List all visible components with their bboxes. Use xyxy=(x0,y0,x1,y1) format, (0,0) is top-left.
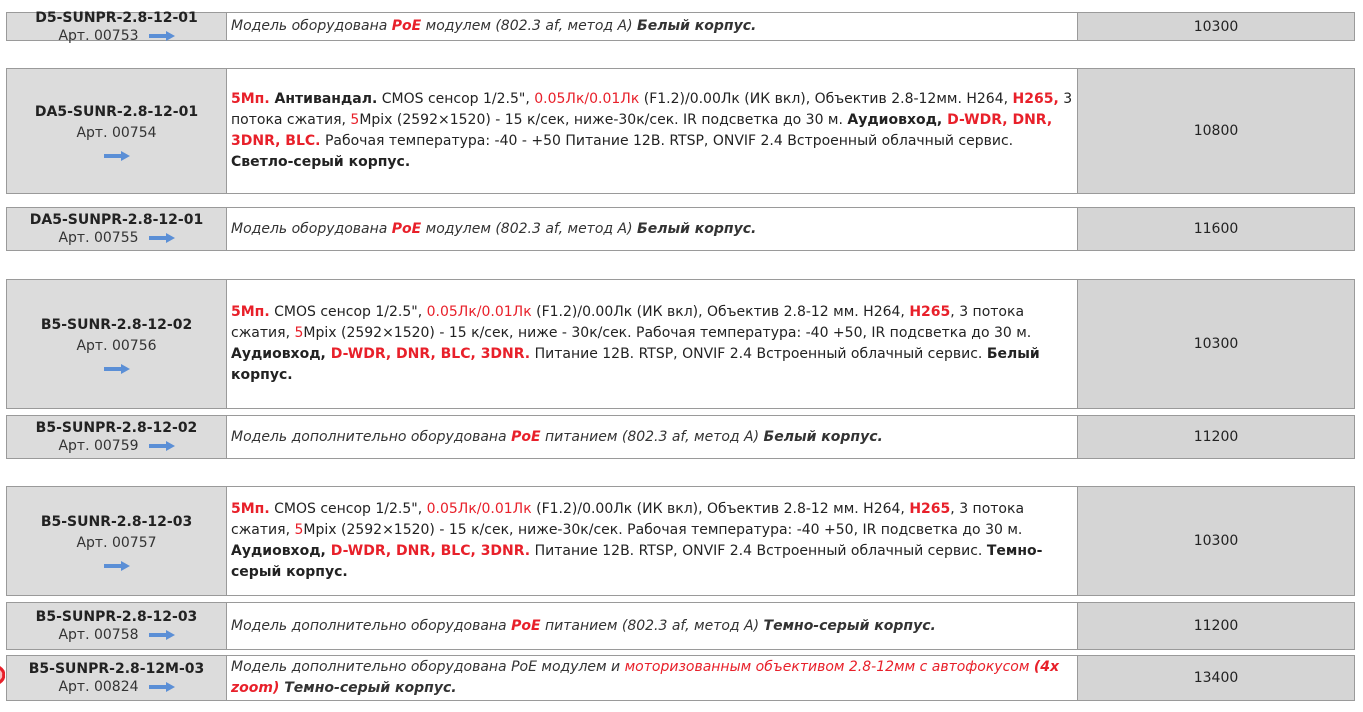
model-block xyxy=(7,69,226,193)
model-name[interactable]: B5-SUNPR-2.8-12-03 xyxy=(35,609,198,625)
description-segment: Антивандал. xyxy=(269,91,378,107)
description-segment: 5Мп. xyxy=(231,304,270,320)
model-cell[interactable] xyxy=(6,279,227,409)
right-arrow-icon[interactable] xyxy=(149,233,175,243)
description-segment: Белый корпус. xyxy=(231,346,1040,383)
description-segment: D-WDR, DNR, 3DNR, BLC. xyxy=(231,112,1053,149)
article-number: Арт. 00757 xyxy=(76,535,157,551)
price-cell xyxy=(1077,68,1355,194)
right-arrow-icon[interactable] xyxy=(104,364,130,374)
description-segment: 5Мп. xyxy=(231,91,270,107)
article-number: Арт. 00755 xyxy=(58,230,139,246)
description-segment: CMOS сенсор 1/2.5", xyxy=(269,501,427,517)
price-row xyxy=(6,602,1355,650)
model-cell[interactable] xyxy=(6,68,227,194)
price-row xyxy=(6,655,1355,701)
description-text xyxy=(231,604,1073,648)
description-paragraph xyxy=(231,16,756,37)
description-segment: Mpix (2592×1520) - 15 к/сек, ниже-30к/сек. Рабочая температура: -40 +50, IR подсветка до 30 м. xyxy=(303,522,1023,538)
model-name[interactable]: DA5-SUNR-2.8-12-01 xyxy=(34,104,199,120)
article-line xyxy=(7,229,226,247)
description-segment: (F1.2)/0.00Лк (ИК вкл), Объектив 2.8-12 мм. H264, xyxy=(531,501,910,517)
model-cell[interactable] xyxy=(6,655,227,701)
description-segment: Модель дополнительно оборудована xyxy=(231,428,512,445)
description-text xyxy=(231,14,1073,39)
red-badge-icon xyxy=(0,664,6,686)
article-line xyxy=(7,678,226,696)
right-arrow-icon[interactable] xyxy=(149,441,175,451)
price-value: 10300 xyxy=(1193,533,1239,549)
description-segment: 5 xyxy=(294,325,304,341)
article-number: Арт. 00758 xyxy=(58,627,139,643)
price-cell xyxy=(1077,486,1355,596)
description-segment: Темно-серый корпус. xyxy=(231,543,1043,580)
article-line xyxy=(7,626,226,644)
article-number: Арт. 00753 xyxy=(58,27,139,44)
description-segment: (4x zoom) xyxy=(231,659,1060,696)
price-row xyxy=(6,207,1355,251)
description-segment: питанием (802.3 af, метод A) xyxy=(540,428,764,445)
description-segment: Mpix (2592×1520) - 15 к/сек, ниже-30к/сек. IR подсветка до 30 м. xyxy=(359,112,848,128)
description-segment: модулем (802.3 af, метод A) xyxy=(421,220,638,237)
model-block xyxy=(7,487,226,595)
price-value: 11200 xyxy=(1193,618,1239,634)
description-segment: 3 потока сжатия, xyxy=(231,91,1073,128)
price-cell xyxy=(1077,279,1355,409)
description-segment: (F1.2)/0.00Лк (ИК вкл), Объектив 2.8-12мм. H264, xyxy=(639,91,1013,107)
price-row xyxy=(6,9,1355,44)
model-block xyxy=(7,656,226,700)
description-segment: Модель дополнительно оборудована PoE модулем и xyxy=(231,659,625,675)
price-cell xyxy=(1077,207,1355,251)
model-cell[interactable] xyxy=(6,415,227,459)
description-cell xyxy=(227,655,1077,701)
description-paragraph xyxy=(231,657,1073,699)
description-segment: PoE xyxy=(391,18,422,34)
description-cell xyxy=(227,12,1077,41)
model-block xyxy=(7,280,226,408)
description-segment: Темно-серый корпус. xyxy=(279,680,457,696)
description-cell xyxy=(227,602,1077,650)
model-name[interactable]: B5-SUNPR-2.8-12M-03 xyxy=(28,661,205,677)
description-segment: H265 xyxy=(909,304,951,320)
right-arrow-icon[interactable] xyxy=(149,31,175,41)
description-segment: Белый корпус. xyxy=(763,428,883,445)
model-block xyxy=(7,208,226,250)
description-segment: Аудиовход, xyxy=(231,543,331,559)
price-row xyxy=(6,68,1355,194)
description-segment: Рабочая температура: -40 - +50 Питание 12В. RTSP, ONVIF 2.4 Встроенный облачный сервис. xyxy=(320,133,1014,149)
description-text xyxy=(231,70,1073,192)
price-value: 10300 xyxy=(1193,336,1239,352)
description-segment: моторизованным объективом 2.8-12мм с автофокусом xyxy=(624,659,1034,675)
description-segment: Модель оборудована xyxy=(231,220,392,237)
price-row xyxy=(6,279,1355,409)
article-line xyxy=(7,27,226,45)
description-cell xyxy=(227,486,1077,596)
description-segment: Питание 12В. RTSP, ONVIF 2.4 Встроенный облачный сервис. xyxy=(530,543,987,559)
description-segment: D-WDR, DNR, BLC, 3DNR. xyxy=(330,543,531,559)
description-segment: 0.05Лк/0.01Лк xyxy=(426,304,532,320)
model-name[interactable]: DA5-SUNPR-2.8-12-01 xyxy=(29,212,204,228)
description-segment: H265, xyxy=(1012,91,1059,107)
price-cell xyxy=(1077,415,1355,459)
description-cell xyxy=(227,68,1077,194)
description-segment: PoE xyxy=(511,428,541,445)
price-row xyxy=(6,486,1355,596)
price-cell xyxy=(1077,655,1355,701)
description-segment: Модель оборудована xyxy=(231,18,392,34)
model-name[interactable]: D5-SUNPR-2.8-12-01 xyxy=(35,9,198,26)
description-segment: CMOS сенсор 1/2.5", xyxy=(377,91,535,107)
model-cell[interactable] xyxy=(6,9,227,44)
description-paragraph xyxy=(231,302,1073,386)
description-paragraph xyxy=(231,427,883,448)
description-segment: питанием (802.3 af, метод A) xyxy=(540,617,764,634)
price-value: 11200 xyxy=(1193,429,1239,445)
description-segment: H265 xyxy=(909,501,951,517)
price-row xyxy=(6,415,1355,459)
price-value: 10300 xyxy=(1193,18,1239,35)
arrow-line xyxy=(7,561,226,571)
article-number: Арт. 00756 xyxy=(76,338,157,354)
price-cell xyxy=(1077,12,1355,41)
description-segment: Модель дополнительно оборудована xyxy=(231,617,512,634)
right-arrow-icon[interactable] xyxy=(149,682,175,692)
description-paragraph xyxy=(231,616,936,637)
description-segment: PoE xyxy=(511,617,541,634)
description-segment: , 3 потока сжатия, xyxy=(231,501,1025,538)
description-paragraph xyxy=(231,89,1073,173)
model-name[interactable]: B5-SUNR-2.8-12-03 xyxy=(40,514,193,530)
description-segment: 0.05Лк/0.01Лк xyxy=(426,501,532,517)
description-paragraph xyxy=(231,499,1073,583)
model-block xyxy=(7,416,226,458)
description-segment: Белый корпус. xyxy=(637,18,757,34)
description-segment: D-WDR, DNR, BLC, 3DNR. xyxy=(330,346,531,362)
description-segment: Темно-серый корпус. xyxy=(763,617,936,634)
description-segment: 5 xyxy=(294,522,304,538)
description-segment: Светло-серый корпус. xyxy=(231,154,411,170)
article-line xyxy=(7,437,226,455)
price-cell xyxy=(1077,602,1355,650)
description-segment: Питание 12В. RTSP, ONVIF 2.4 Встроенный облачный сервис. xyxy=(530,346,987,362)
model-cell[interactable] xyxy=(6,602,227,650)
description-segment: 5Мп. xyxy=(231,501,270,517)
description-text xyxy=(231,209,1073,249)
model-name[interactable]: B5-SUNPR-2.8-12-02 xyxy=(35,420,198,436)
price-value: 11600 xyxy=(1193,221,1239,237)
right-arrow-icon[interactable] xyxy=(104,151,130,161)
description-segment: CMOS сенсор 1/2.5", xyxy=(269,304,427,320)
description-text xyxy=(231,488,1073,594)
price-value: 10800 xyxy=(1193,123,1239,139)
description-segment: (F1.2)/0.00Лк (ИК вкл), Объектив 2.8-12 мм. H264, xyxy=(531,304,910,320)
description-segment: Mpix (2592×1520) - 15 к/сек, ниже - 30к/сек. Рабочая температура: -40 +50, IR подсветка до 30 м. xyxy=(303,325,1032,341)
description-segment: PoE xyxy=(391,220,422,237)
description-segment: Аудиовход, xyxy=(231,346,331,362)
model-name[interactable]: B5-SUNR-2.8-12-02 xyxy=(40,317,193,333)
model-cell[interactable] xyxy=(6,207,227,251)
description-segment: 0.05Лк/0.01Лк xyxy=(534,91,640,107)
description-text xyxy=(231,417,1073,457)
description-cell xyxy=(227,415,1077,459)
article-number: Арт. 00824 xyxy=(58,679,139,695)
description-segment: , 3 потока сжатия, xyxy=(231,304,1025,341)
article-number: Арт. 00754 xyxy=(76,125,157,141)
description-segment: Белый корпус. xyxy=(637,220,757,237)
right-arrow-icon[interactable] xyxy=(149,630,175,640)
model-block xyxy=(7,9,226,44)
article-number: Арт. 00759 xyxy=(58,438,139,454)
model-cell[interactable] xyxy=(6,486,227,596)
right-arrow-icon[interactable] xyxy=(104,561,130,571)
description-segment: Аудиовход, xyxy=(847,112,948,128)
description-text xyxy=(231,281,1073,407)
description-paragraph xyxy=(231,219,756,240)
description-segment: 5 xyxy=(350,112,360,128)
description-text xyxy=(231,657,1073,699)
price-value: 13400 xyxy=(1193,670,1239,686)
description-cell xyxy=(227,207,1077,251)
arrow-line xyxy=(7,364,226,374)
description-cell xyxy=(227,279,1077,409)
description-segment: модулем (802.3 af, метод A) xyxy=(421,18,638,34)
arrow-line xyxy=(7,151,226,161)
model-block xyxy=(7,603,226,649)
